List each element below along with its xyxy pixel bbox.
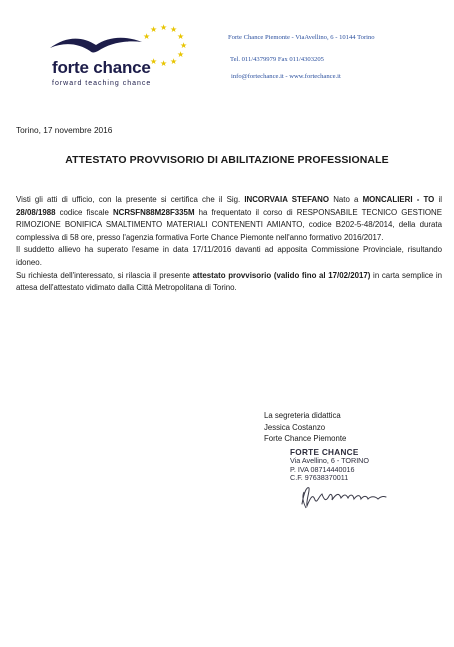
svg-text:★: ★ (160, 59, 168, 68)
contact-address: Forte Chance Piemonte - ViaAvellino, 6 - 10144 Torino (228, 34, 375, 41)
bird-icon (48, 34, 144, 58)
signatory-role: La segreteria didattica (264, 411, 341, 420)
brand-name: forte chance (52, 58, 151, 77)
student-name: INCORVAIA STEFANO (244, 195, 330, 204)
stamp-cf: C.F. 97638370011 (290, 473, 349, 483)
paragraph-exam: Il suddetto allievo ha superato l'esame in data 17/11/2016 davanti ad apposita Commissione Provinciale, risultando idoneo. (16, 245, 442, 267)
birthplace: MONCALIERI - TO (362, 195, 435, 204)
contact-email-web[interactable]: info@fortechance.it - www.fortechance.it (231, 73, 341, 80)
forte-chance-logo (46, 22, 196, 102)
signatory-organization: Forte Chance Piemonte (264, 434, 347, 444)
document-body (16, 194, 442, 295)
stamp-address: Via Avellino, 6 - TORINO (290, 456, 369, 466)
tax-code: NCRSFN88M28F335M (112, 207, 195, 217)
svg-text:★: ★ (170, 25, 178, 34)
handwritten-signature (298, 482, 388, 510)
svg-text:★: ★ (177, 50, 185, 59)
signature-block (264, 410, 346, 445)
brand-tagline: forward teaching chance (52, 80, 152, 87)
svg-text:★: ★ (143, 32, 151, 41)
stamp-name: FORTE CHANCE (290, 448, 359, 457)
svg-text:★: ★ (150, 57, 158, 66)
company-stamp (290, 449, 369, 483)
svg-text:★: ★ (180, 41, 188, 50)
paragraph-issue: Su richiesta dell'interessato, si rilascia il presente attestato provvisorio (valido fino al 17/02/2017) in carta semplice in attesa dell'attestato vidimato dalla Città Metropolitana di Torino. (16, 270, 442, 293)
document-date: Torino, 17 novembre 2016 (16, 125, 113, 135)
paragraph-course: Visti gli atti di ufficio, con la presente si certifica che il Sig. INCORVAIA STEFANO Nato a MONCALIERI - TO il 28/08/1988 codice fiscale NCRSFN88M28F335M ha frequentato il corso di RESPONSABILE TECNICO GESTIONE RIMOZIONE BONIFICA SMALTIMENTO MATERIALI CONTENENTI AMIANTO, codice B202-5-48/2014, della durata complessiva di 58 ore, presso l'agenzia formativa Forte Chance Piemonte nell'anno formativo 2016/2017. (16, 195, 442, 242)
document-title: ATTESTATO PROVVISORIO DI ABILITAZIONE PROFESSIONALE (65, 154, 389, 166)
svg-text:★: ★ (150, 25, 158, 34)
stamp-piva: P. IVA 08714440016 (290, 464, 355, 474)
validity-note: attestato provvisorio (valido fino al 17/02/2017) (192, 270, 371, 280)
svg-text:★: ★ (170, 57, 178, 66)
svg-text:★: ★ (160, 23, 168, 32)
birthdate: 28/08/1988 (16, 207, 56, 217)
svg-text:★: ★ (177, 32, 185, 41)
contact-phone-fax: Tel. 011/4379979 Fax 011/4303205 (230, 56, 324, 63)
signatory-name: Jessica Costanzo (264, 422, 326, 432)
